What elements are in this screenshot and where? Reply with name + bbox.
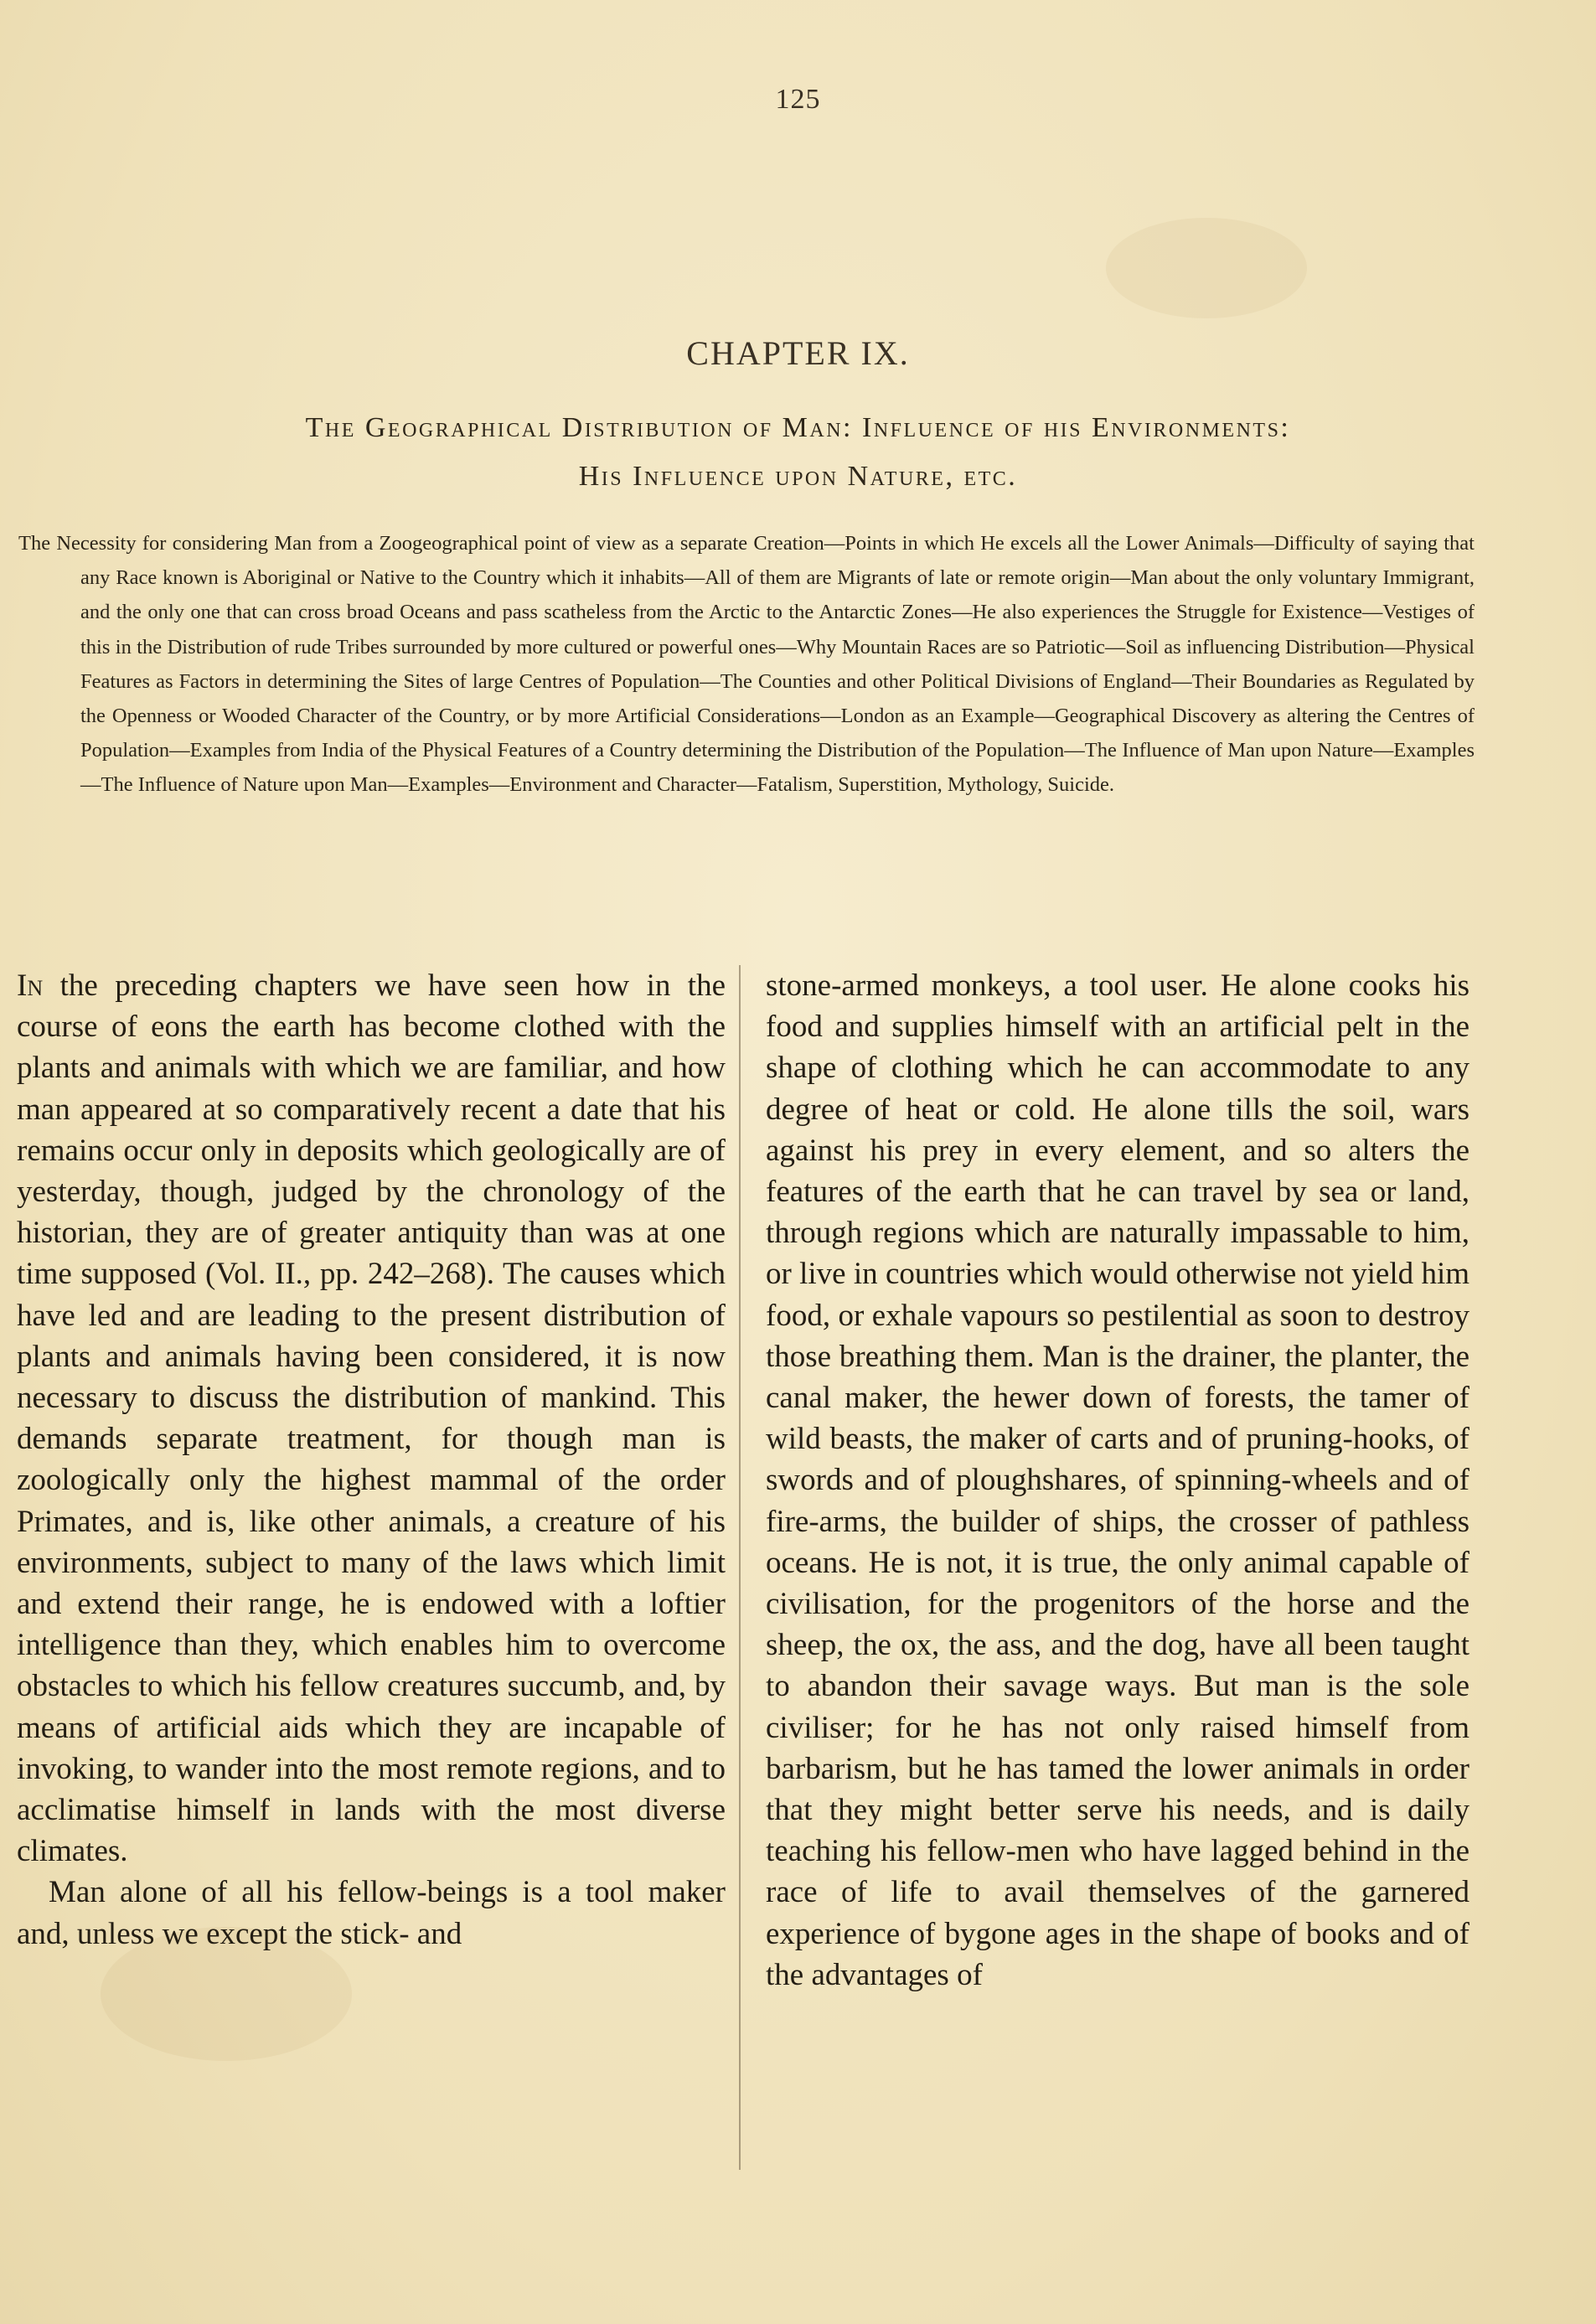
text-column-left — [17, 965, 726, 1955]
page-number: 125 — [775, 84, 821, 115]
chapter-heading-line-2: His Influence upon Nature, etc. — [578, 461, 1018, 492]
column-divider — [739, 965, 741, 2170]
chapter-summary-text: The Necessity for considering Man from a Zoogeographical point of view as a separate Creation—Points in which He excels all the Lower Animals—Difficulty of saying that any Race known is Aboriginal or Native to the Country which it inhabits—All of them are Migrants of late or remote origin—Man about the only voluntary Immigrant, and the only one that can cross broad Oceans and pass scatheless from the Arctic to the Antarctic Zones—He also experiences the Struggle for Existence—Vestiges of this in the Distribution of rude Tribes surrounded by more cultured or powerful ones—Why Mountain Races are so Patriotic—Soil as influencing Distribution—Physical Features as Factors in determining the Sites of large Centres of Population—The Counties and other Political Divisions of England—Their Boundaries as Regulated by the Openness or Wooded Character of the Country, or by more Artificial Considerations—London as an Example—Geographical Discovery as altering the Centres of Population—Examples from India of the Physical Features of a Country determining the Distribution of the Population—The Influence of Man upon Nature—Examples—The Influence of Nature upon Man—Examples—Environment and Character—Fatalism, Superstition, Mythology, Suicide. — [18, 532, 1475, 797]
chapter-heading-line-1: The Geographical Distribution of Man: Influence of his Environments: — [305, 412, 1291, 443]
chapter-heading — [75, 404, 1521, 501]
chapter-summary — [18, 526, 1475, 803]
text-column-right — [766, 965, 1469, 1996]
paragraph-text: the preceding chapters we have seen how in the course of eons the earth has become clothed with the plants and animals with which we are familiar, and how man appeared at so comparatively recent a date that his remains occur only in deposits which geologically are of yesterday, though, judged by the chronology of the historian, they are of greater antiquity than was at one time supposed (Vol. II., pp. 242–268). The causes which have led and are leading to the present distribution of plants and animals having been considered, it is now necessary to discuss the distribution of mankind. This demands separate treatment, for though man is zoologically only the highest mammal of the order Primates, and is, like other animals, a creature of his environments, subject to many of the laws which limit and extend their range, he is endowed with a loftier intelligence than they, which enables him to overcome obstacles to which his fellow creatures succumb, and, by means of artificial aids which they are incapable of invoking, to wander into the most remote regions, and to acclimatise himself in lands with the most diverse climates. — [17, 968, 726, 1869]
body-paragraph — [17, 965, 726, 1872]
body-paragraph: stone-armed monkeys, a tool user. He alone cooks his food and supplies himself with an artificial pelt in the shape of clothing which he can accommodate to any degree of heat or cold. He alone tills the soil, wars against his prey in every element, and so alters the features of the earth that he can travel by sea or land, through regions which are naturally impassable to him, or live in countries which would otherwise not yield him food, or exhale vapours so pestilential as soon to destroy those breathing them. Man is the drainer, the planter, the canal maker, the hewer down of forests, the tamer of wild beasts, the maker of carts and of pruning-hooks, of swords and of ploughshares, of spinning-wheels and of fire-arms, the builder of ships, the crosser of pathless oceans. He is not, it is true, the only animal capable of civilisation, for the progenitors of the horse and the sheep, the ox, the ass, and the dog, have all been taught to abandon their savage ways. But man is the sole civiliser; for he has not only raised himself from barbarism, but he has tamed the lower animals in order that they might better serve his needs, and is daily teaching his fellow-men who have lagged behind in the race of life to avail themselves of the garnered experience of bygone ages in the shape of books and of the advantages of — [766, 968, 1469, 1992]
chapter-title: CHAPTER IX. — [686, 334, 910, 372]
opening-word: In — [17, 968, 44, 1003]
body-paragraph: Man alone of all his fellow-beings is a tool maker and, unless we except the stick- and — [17, 1875, 726, 1951]
paper-stain — [1106, 218, 1307, 318]
